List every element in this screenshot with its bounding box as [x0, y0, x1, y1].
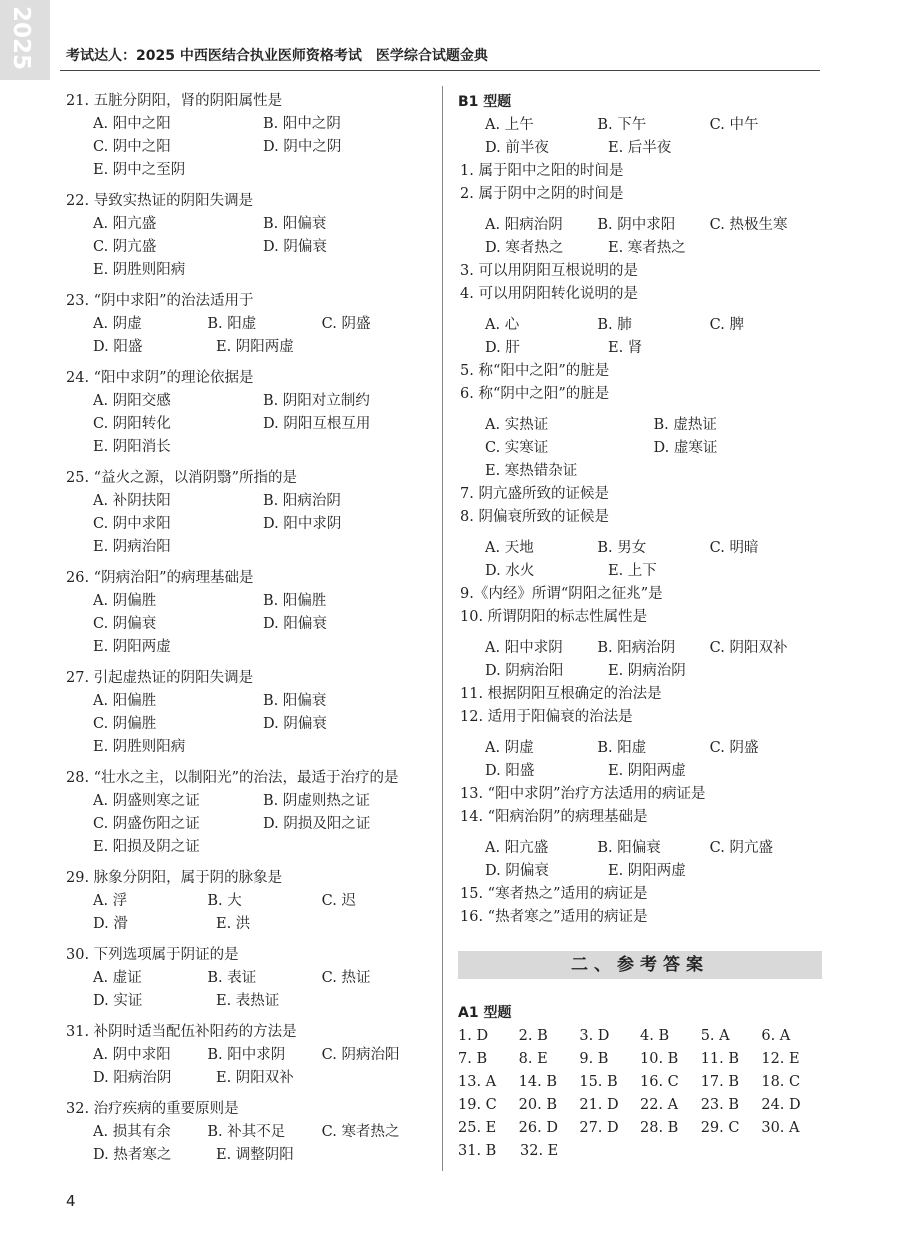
- question-stem: 32. 治疗疾病的重要原则是: [66, 1101, 239, 1117]
- option: A. 上午: [485, 117, 534, 133]
- option-row: [458, 314, 822, 337]
- option: D. 阴中之阴: [263, 139, 342, 155]
- b1-group: [458, 837, 822, 929]
- question-block: [66, 190, 436, 282]
- option-row: [66, 536, 436, 559]
- question-block: [66, 290, 436, 359]
- option-row: [66, 1067, 436, 1090]
- answer-item: 12. E: [761, 1051, 800, 1067]
- page-number: 4: [66, 1192, 76, 1210]
- answer-row: [458, 1117, 822, 1140]
- answer-item: 14. B: [518, 1074, 557, 1090]
- question-block: [66, 467, 436, 559]
- option: C. 阴阳双补: [709, 640, 788, 656]
- b1-question-stem: 13. “阳中求阴”治疗方法适用的病证是: [460, 786, 706, 802]
- option: B. 阳中求阴: [207, 1047, 286, 1063]
- option: D. 热者寒之: [93, 1147, 172, 1163]
- option: D. 阳盛: [485, 763, 535, 779]
- option: E. 寒者热之: [608, 240, 686, 256]
- question-stem: 27. 引起虚热证的阴阳失调是: [66, 670, 254, 686]
- option: D. 阴损及阳之证: [263, 816, 371, 832]
- option: C. 阴阳转化: [93, 416, 171, 432]
- b1-question-stem: 7. 阴亢盛所致的证候是: [460, 486, 609, 502]
- option: E. 阴中之至阴: [93, 162, 186, 178]
- b1-group: [458, 114, 822, 206]
- option: E. 阴阳两虚: [216, 339, 294, 355]
- option: C. 阴亢盛: [709, 840, 773, 856]
- b1-question-stem: 11. 根据阴阳互根确定的治法是: [460, 686, 662, 702]
- answer-item: 15. B: [579, 1074, 618, 1090]
- answer-item: 30. A: [761, 1120, 800, 1136]
- option-row: [458, 837, 822, 860]
- b1-stems: [458, 260, 822, 306]
- option-row: [458, 337, 822, 360]
- option-row: [66, 713, 436, 736]
- b1-question-stem: 5. 称“阳中之阳”的脏是: [460, 363, 610, 379]
- option: C. 阴盛伤阳之证: [93, 816, 200, 832]
- option: A. 阴阳交感: [93, 393, 171, 409]
- option: A. 阳亢盛: [93, 216, 157, 232]
- option-row: [66, 413, 436, 436]
- question-stem: 24. “阳中求阴”的理论依据是: [66, 370, 254, 386]
- option: C. 中午: [709, 117, 759, 133]
- option: C. 脾: [709, 317, 744, 333]
- option-row: [66, 590, 436, 613]
- question-block: [66, 867, 436, 936]
- option: E. 阴病治阴: [608, 663, 686, 679]
- option: E. 阴阳两虚: [608, 863, 686, 879]
- answer-row: [458, 1048, 822, 1071]
- option: B. 阳虚: [207, 316, 257, 332]
- option: D. 前半夜: [485, 140, 549, 156]
- right-column: [458, 90, 822, 1163]
- option-row: [66, 1121, 436, 1144]
- b1-group: [458, 214, 822, 306]
- option-row: [66, 736, 436, 759]
- answer-item: 9. B: [579, 1051, 609, 1067]
- option: D. 阳病治阴: [93, 1070, 172, 1086]
- option: C. 热极生寒: [709, 217, 788, 233]
- option: E. 阴病治阳: [93, 539, 171, 555]
- option-row: [66, 436, 436, 459]
- corner-year: 2025: [8, 6, 34, 71]
- b1-stems: [458, 683, 822, 729]
- option: B. 阳偏胜: [263, 593, 327, 609]
- option-row: [458, 437, 822, 460]
- option-row: [458, 137, 822, 160]
- option-row: [66, 113, 436, 136]
- answer-grid: [458, 1025, 822, 1163]
- column-divider: [442, 86, 443, 1171]
- option: C. 阴中之阳: [93, 139, 171, 155]
- answers-section-title: 二、参考答案: [458, 951, 822, 979]
- option: B. 阳中之阴: [263, 116, 341, 132]
- option-row: [458, 737, 822, 760]
- running-head: 考试达人：2025 中西医结合执业医师资格考试 医学综合试题金典: [66, 48, 488, 64]
- answer-item: 27. D: [579, 1120, 619, 1136]
- b1-group: [458, 737, 822, 829]
- option-row: [66, 967, 436, 990]
- option: C. 阴偏衰: [93, 616, 157, 632]
- option: C. 实寒证: [485, 440, 549, 456]
- option: E. 调整阴阳: [216, 1147, 294, 1163]
- b1-question-stem: 9.《内经》所谓“阴阳之征兆”是: [460, 586, 663, 602]
- option: C. 阴中求阳: [93, 516, 171, 532]
- answer-item: 13. A: [458, 1074, 497, 1090]
- option: D. 肝: [485, 340, 520, 356]
- question-stem: 22. 导致实热证的阴阳失调是: [66, 193, 254, 209]
- option: B. 虚热证: [653, 417, 717, 433]
- corner-year-tab: [0, 0, 50, 80]
- option: D. 阳中求阴: [263, 516, 342, 532]
- option: E. 阴阳双补: [216, 1070, 294, 1086]
- option-row: [66, 236, 436, 259]
- answer-item: 17. B: [700, 1074, 740, 1090]
- option: E. 阴阳消长: [93, 439, 171, 455]
- option: A. 阳中求阴: [485, 640, 563, 656]
- question-stem: 26. “阴病治阳”的病理基础是: [66, 570, 254, 586]
- option: D. 实证: [93, 993, 143, 1009]
- answer-item: 6. A: [761, 1028, 791, 1044]
- option: C. 阴盛: [709, 740, 759, 756]
- option: E. 阴胜则阳病: [93, 739, 186, 755]
- option: A. 阴虚: [93, 316, 142, 332]
- answer-item: 20. B: [518, 1097, 557, 1113]
- option: C. 阴偏胜: [93, 716, 157, 732]
- b1-stems: [458, 783, 822, 829]
- question-block: [66, 367, 436, 459]
- answer-item: 24. D: [761, 1097, 801, 1113]
- b1-question-stem: 4. 可以用阴阳转化说明的是: [460, 286, 638, 302]
- option: E. 后半夜: [608, 140, 672, 156]
- option: B. 下午: [597, 117, 647, 133]
- b1-stems: [458, 160, 822, 206]
- header-rule: [60, 70, 820, 71]
- b1-question-stem: 1. 属于阳中之阳的时间是: [460, 163, 624, 179]
- question-block: [66, 767, 436, 859]
- option: A. 补阴扶阳: [93, 493, 171, 509]
- option-row: [458, 237, 822, 260]
- option: B. 肺: [597, 317, 632, 333]
- option: B. 阳偏衰: [263, 216, 327, 232]
- option-row: [66, 790, 436, 813]
- option-row: [458, 214, 822, 237]
- option: A. 阳偏胜: [93, 693, 157, 709]
- option: A. 心: [485, 317, 520, 333]
- option-row: [66, 1044, 436, 1067]
- b1-stems: [458, 583, 822, 629]
- b1-question-stem: 2. 属于阴中之阴的时间是: [460, 186, 624, 202]
- b1-group: [458, 414, 822, 529]
- option: A. 阴盛则寒之证: [93, 793, 200, 809]
- option-row: [66, 1144, 436, 1167]
- option: C. 阴亢盛: [93, 239, 157, 255]
- option: D. 滑: [93, 916, 128, 932]
- answer-row: [458, 1140, 822, 1163]
- option-row: [66, 990, 436, 1013]
- option: B. 男女: [597, 540, 647, 556]
- option: A. 浮: [93, 893, 128, 909]
- b1-group: [458, 537, 822, 629]
- question-block: [66, 1098, 436, 1167]
- option: C. 寒者热之: [321, 1124, 400, 1140]
- option: D. 阴偏衰: [263, 716, 327, 732]
- option: A. 阴虚: [485, 740, 534, 756]
- option-row: [66, 890, 436, 913]
- option: B. 阳病治阴: [263, 493, 341, 509]
- option: E. 阴阳两虚: [608, 763, 686, 779]
- option: B. 表证: [207, 970, 257, 986]
- option: A. 损其有余: [93, 1124, 171, 1140]
- question-block: [66, 90, 436, 182]
- answer-item: 7. B: [458, 1051, 488, 1067]
- option-row: [66, 813, 436, 836]
- option: D. 阴偏衰: [485, 863, 549, 879]
- option: B. 阴阳对立制约: [263, 393, 370, 409]
- option: D. 寒者热之: [485, 240, 564, 256]
- b1-stems: [458, 483, 822, 529]
- option: C. 热证: [321, 970, 371, 986]
- b1-question-stem: 10. 所谓阴阳的标志性属性是: [460, 609, 648, 625]
- option: E. 肾: [608, 340, 643, 356]
- question-stem: 31. 补阴时适当配伍补阳药的方法是: [66, 1024, 297, 1040]
- option: D. 虚寒证: [653, 440, 718, 456]
- option-row: [458, 560, 822, 583]
- option-row: [458, 860, 822, 883]
- option-row: [458, 637, 822, 660]
- option-row: [66, 390, 436, 413]
- option: D. 阳盛: [93, 339, 143, 355]
- option-row: [458, 414, 822, 437]
- b1-stems: [458, 883, 822, 929]
- option: A. 阳中之阳: [93, 116, 171, 132]
- option-row: [66, 636, 436, 659]
- b1-stems: [458, 360, 822, 406]
- option-row: [66, 613, 436, 636]
- option: D. 阳偏衰: [263, 616, 327, 632]
- b1-title: B1 型题: [458, 94, 512, 110]
- option-row: [458, 660, 822, 683]
- answer-item: 18. C: [761, 1074, 801, 1090]
- answer-item: 3. D: [579, 1028, 610, 1044]
- answer-item: 21. D: [579, 1097, 619, 1113]
- answer-item: 11. B: [700, 1051, 740, 1067]
- answer-item: 28. B: [640, 1120, 679, 1136]
- question-stem: 25. “益火之源，以消阴翳”所指的是: [66, 470, 297, 486]
- option: D. 阴偏衰: [263, 239, 327, 255]
- answer-item: 32. E: [520, 1143, 559, 1159]
- option-row: [66, 836, 436, 859]
- answer-item: 29. C: [700, 1120, 740, 1136]
- answer-row: [458, 1025, 822, 1048]
- question-stem: 23. “阴中求阳”的治法适用于: [66, 293, 254, 309]
- b1-question-groups: [458, 114, 822, 929]
- option-row: [66, 313, 436, 336]
- option: A. 虚证: [93, 970, 142, 986]
- option-row: [66, 259, 436, 282]
- option-row: [66, 336, 436, 359]
- question-stem: 29. 脉象分阴阳，属于阴的脉象是: [66, 870, 283, 886]
- answer-item: 31. B: [458, 1143, 497, 1159]
- answer-item: 2. B: [518, 1028, 548, 1044]
- option: E. 表热证: [216, 993, 280, 1009]
- option: C. 迟: [321, 893, 356, 909]
- option-row: [458, 460, 822, 483]
- option-row: [458, 114, 822, 137]
- option: B. 阳偏衰: [263, 693, 327, 709]
- answer-item: 19. C: [458, 1097, 497, 1113]
- question-block: [66, 667, 436, 759]
- option: A. 阳亢盛: [485, 840, 549, 856]
- option: C. 明暗: [709, 540, 759, 556]
- option: D. 水火: [485, 563, 535, 579]
- question-block: [66, 1021, 436, 1090]
- option-row: [66, 913, 436, 936]
- answer-item: 5. A: [700, 1028, 730, 1044]
- answer-item: 1. D: [458, 1028, 489, 1044]
- question-stem: 28. “壮水之主，以制阳光”的治法，最适于治疗的是: [66, 770, 399, 786]
- option: A. 阳病治阴: [485, 217, 563, 233]
- answer-item: 22. A: [640, 1097, 679, 1113]
- answer-item: 8. E: [518, 1051, 548, 1067]
- b1-group: [458, 637, 822, 729]
- option: A. 天地: [485, 540, 534, 556]
- option: A. 阴偏胜: [93, 593, 157, 609]
- option: C. 阴病治阳: [321, 1047, 400, 1063]
- option: E. 寒热错杂证: [485, 463, 578, 479]
- b1-question-stem: 16. “热者寒之”适用的病证是: [460, 909, 648, 925]
- b1-question-stem: 8. 阴偏衰所致的证候是: [460, 509, 609, 525]
- option: E. 阳损及阴之证: [93, 839, 200, 855]
- question-block: [66, 567, 436, 659]
- option: E. 阴阳两虚: [93, 639, 171, 655]
- option: B. 阳虚: [597, 740, 647, 756]
- answer-item: 10. B: [640, 1051, 679, 1067]
- option-row: [66, 213, 436, 236]
- b1-question-stem: 12. 适用于阳偏衰的治法是: [460, 709, 633, 725]
- option: B. 阳偏衰: [597, 840, 661, 856]
- option-row: [66, 513, 436, 536]
- option: D. 阴病治阳: [485, 663, 564, 679]
- option: A. 实热证: [485, 417, 549, 433]
- option-row: [66, 159, 436, 182]
- option-row: [66, 690, 436, 713]
- answer-item: 16. C: [640, 1074, 679, 1090]
- b1-question-stem: 14. “阳病治阴”的病理基础是: [460, 809, 648, 825]
- answer-row: [458, 1094, 822, 1117]
- b1-question-stem: 3. 可以用阴阳互根说明的是: [460, 263, 638, 279]
- question-stem: 30. 下列选项属于阴证的是: [66, 947, 239, 963]
- answer-item: 4. B: [640, 1028, 670, 1044]
- answer-item: 23. B: [700, 1097, 740, 1113]
- option: B. 大: [207, 893, 242, 909]
- option: B. 阳病治阴: [597, 640, 676, 656]
- option: B. 补其不足: [207, 1124, 286, 1140]
- option: C. 阴盛: [321, 316, 371, 332]
- b1-question-stem: 15. “寒者热之”适用的病证是: [460, 886, 648, 902]
- option: B. 阴虚则热之证: [263, 793, 370, 809]
- option: B. 阴中求阳: [597, 217, 676, 233]
- option: A. 阴中求阳: [93, 1047, 171, 1063]
- left-column: [66, 90, 436, 1175]
- a1-answers-title: A1 型题: [458, 1005, 512, 1021]
- question-block: [66, 944, 436, 1013]
- option: E. 上下: [608, 563, 657, 579]
- option: E. 洪: [216, 916, 251, 932]
- option-row: [458, 537, 822, 560]
- option-row: [66, 136, 436, 159]
- option-row: [458, 760, 822, 783]
- answer-row: [458, 1071, 822, 1094]
- option-row: [66, 490, 436, 513]
- question-stem: 21. 五脏分阴阳，肾的阴阳属性是: [66, 93, 283, 109]
- option: D. 阴阳互根互用: [263, 416, 371, 432]
- b1-question-stem: 6. 称“阴中之阳”的脏是: [460, 386, 610, 402]
- option: E. 阴胜则阳病: [93, 262, 186, 278]
- b1-group: [458, 314, 822, 406]
- answer-item: 26. D: [518, 1120, 558, 1136]
- answer-item: 25. E: [458, 1120, 497, 1136]
